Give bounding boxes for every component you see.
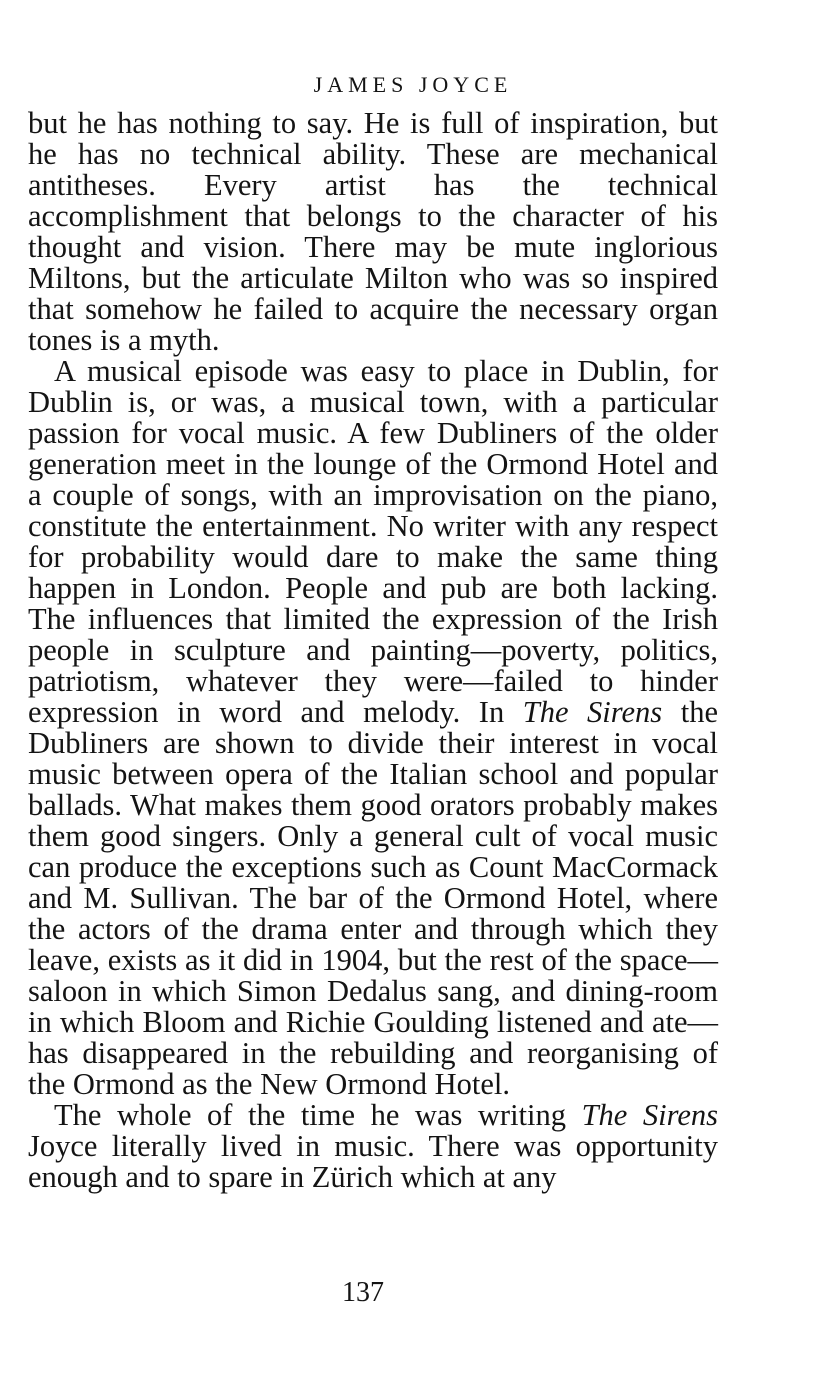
paragraph-2-title-italic: The Sirens [522, 695, 663, 729]
body-text [28, 108, 718, 1193]
paragraph-2-text-a: A musical episode was easy to place in Dublin, for Dublin is, or was, a musical town, with a particular passion for vocal music. A few Dubliners of the older generation meet in the lounge of the Ormond Hotel and a couple of songs, with an improvisation on the piano, constitute the entertainment. No writer with any respect for probability would dare to make the same thing happen in London. People and pub are both lacking. The influences that limited the expression of the Irish people in sculpture and painting—poverty, politics, patriotism, whatever they were—failed to hinder expression in word and melody. In [28, 354, 718, 729]
page-number: 137 [342, 1277, 384, 1308]
paragraph-1-text: but he has nothing to say. He is full of inspiration, but he has no technical ability. These are mechanical antitheses. Every artist has the technical accomplishment that belongs to the character of his thought and vision. There may be mute inglorious Miltons, but the articulate Milton who was so inspired that somehow he failed to acquire the necessary organ tones is a myth. [28, 106, 718, 357]
paragraph-1 [28, 108, 718, 356]
paragraph-3-text-a: The whole of the time he was writing [54, 1098, 582, 1132]
paragraph-2-text-b: the Dubliners are shown to divide their interest in vocal music between opera of the Italian school and popular ballads. What makes them good orators probably makes them good singers. Only a general cult of vocal music can produce the exceptions such as Count MacCormack and M. Sullivan. The bar of the Ormond Hotel, where the actors of the drama enter and through which they leave, exists as it did in 1904, but the rest of the space—saloon in which Simon Dedalus sang, and dining-room in which Bloom and Richie Goulding listened and ate—has disappeared in the rebuilding and reorganising of the Ormond as the New Ormond Hotel. [28, 695, 718, 1101]
paragraph-3 [28, 1100, 718, 1193]
paragraph-3-title-italic: The Sirens [581, 1098, 718, 1132]
paragraph-3-text-b: Joyce literally lived in music. There was opportunity enough and to spare in Zürich which at any [28, 1129, 718, 1194]
paragraph-2 [28, 356, 718, 1100]
running-head: JAMES JOYCE [313, 72, 513, 97]
